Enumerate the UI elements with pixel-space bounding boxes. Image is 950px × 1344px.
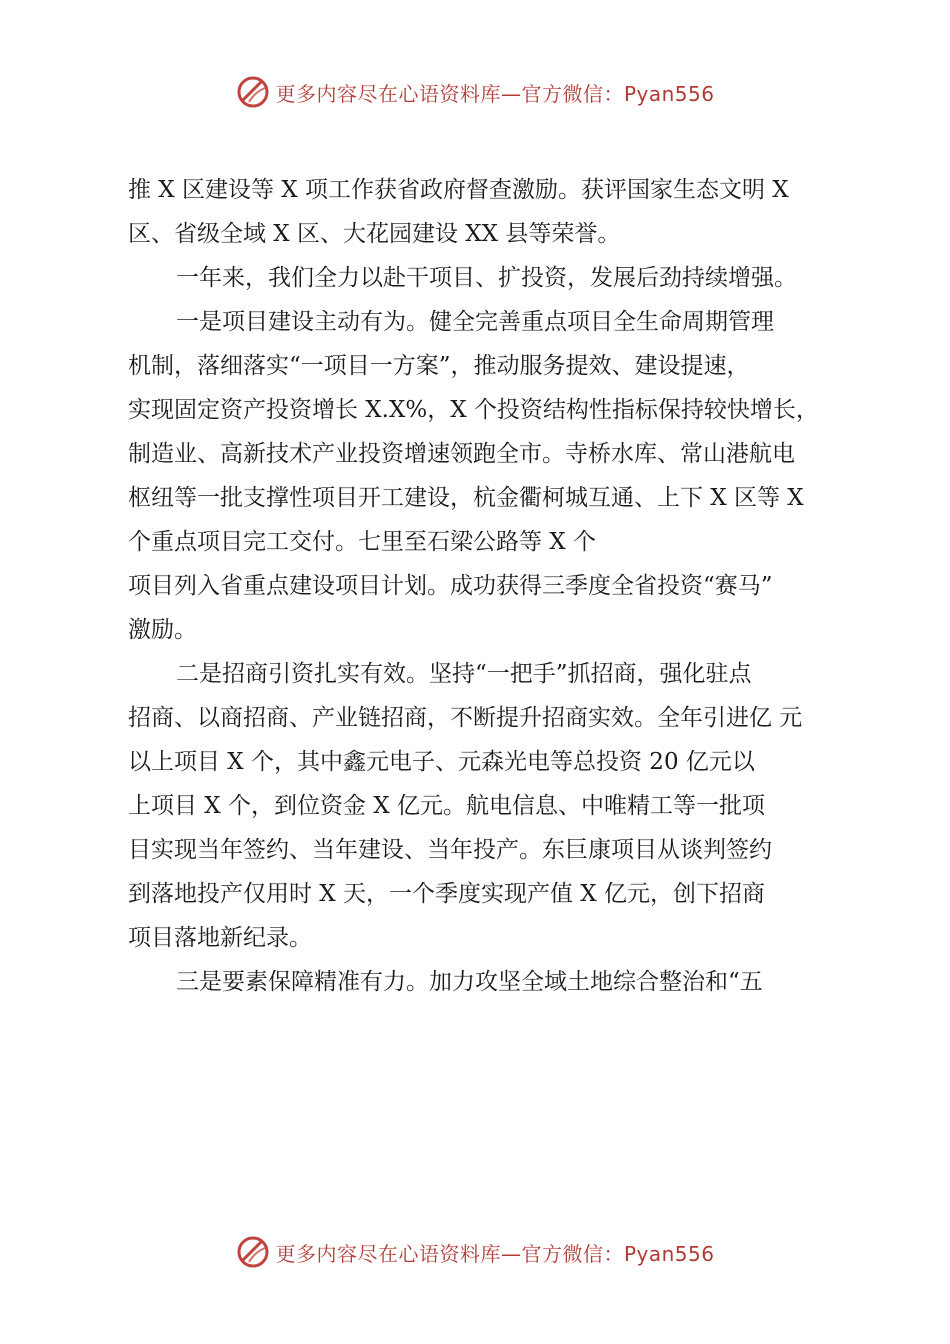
text-line: 招商、以商招商、产业链招商，不断提升招商实效。全年引进亿 元 — [128, 705, 803, 731]
text-line: 制造业、高新技术产业投资增速领跑全市。寺桥水库、常山港航电 — [128, 441, 795, 467]
paragraph-6 — [128, 960, 848, 1004]
document-body — [128, 168, 848, 1004]
text-line: 实现固定资产投资增长 X.X%，X 个投资结构性指标保持较快增长， — [128, 397, 819, 423]
text-line: 一年来，我们全力以赴干项目、扩投资，发展后劲持续增强。 — [176, 265, 797, 291]
text-line: 三是要素保障精准有力。加力攻坚全域土地综合整治和“五 — [176, 969, 763, 995]
text-line: 机制，落细落实“一项目一方案”，推动服务提效、建设提速， — [128, 353, 750, 379]
text-line: 上项目 X 个，到位资金 X 亿元。航电信息、中唯精工等一批项 — [128, 793, 765, 819]
brush-logo-icon — [235, 1234, 271, 1270]
text-line: 项目落地新纪录。 — [128, 925, 312, 951]
text-line: 项目列入省重点建设项目计划。成功获得三季度全省投资“赛马” — [128, 573, 773, 599]
footer-banner-text: 更多内容尽在心语资料库—官方微信：Pyan556 — [275, 1241, 715, 1266]
text-line: 个重点项目完工交付。七里至石梁公路等 X 个 — [128, 529, 596, 555]
paragraph-5 — [128, 652, 848, 960]
text-line: 推 X 区建设等 X 项工作获省政府督查激励。获评国家生态文明 X — [128, 177, 789, 203]
footer-banner — [0, 1232, 950, 1272]
text-line: 目实现当年签约、当年建设、当年投产。东巨康项目从谈判签约 — [128, 837, 772, 863]
paragraph-3 — [128, 300, 848, 564]
text-line: 到落地投产仅用时 X 天，一个季度实现产值 X 亿元，创下招商 — [128, 881, 765, 907]
paragraph-2 — [128, 256, 848, 300]
text-line: 二是招商引资扎实有效。坚持“一把手”抓招商，强化驻点 — [176, 661, 752, 687]
text-line: 以上项目 X 个，其中鑫元电子、元森光电等总投资 20 亿元以 — [128, 749, 755, 775]
paragraph-1 — [128, 168, 848, 256]
brush-logo-icon — [235, 74, 271, 110]
text-line: 区、省级全域 X 区、大花园建设 XX 县等荣誉。 — [128, 221, 621, 247]
text-line: 枢纽等一批支撑性项目开工建设，杭金衢柯城互通、上下 X 区等 X — [128, 485, 804, 511]
header-banner-text: 更多内容尽在心语资料库—官方微信：Pyan556 — [275, 81, 715, 106]
header-banner — [0, 72, 950, 112]
text-line: 激励。 — [128, 617, 197, 643]
text-line: 一是项目建设主动有为。健全完善重点项目全生命周期管理 — [176, 309, 774, 335]
paragraph-4 — [128, 564, 848, 652]
